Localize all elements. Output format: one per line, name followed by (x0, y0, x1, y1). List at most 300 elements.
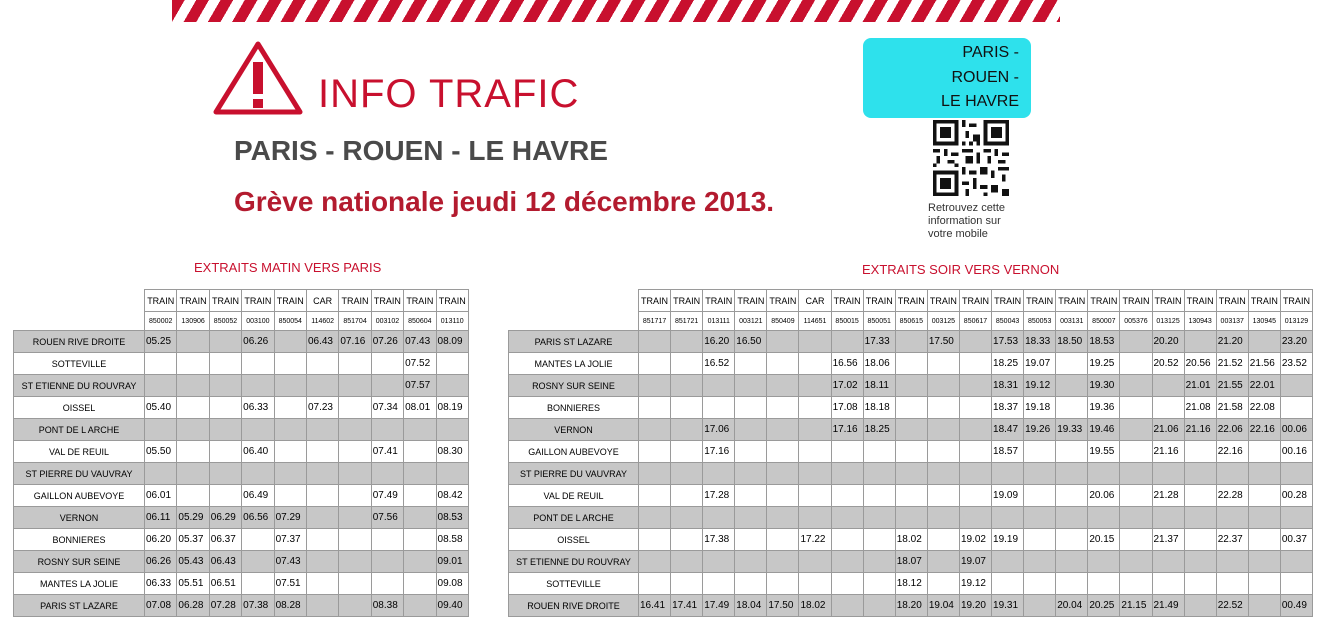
departure-time (767, 573, 799, 595)
column-type-header: TRAIN (145, 290, 177, 312)
departure-time (339, 463, 371, 485)
departure-time: 07.26 (371, 331, 403, 353)
departure-time (1248, 463, 1280, 485)
departure-time (639, 485, 671, 507)
departure-time (177, 485, 209, 507)
train-number-header: 114651 (799, 312, 831, 331)
departure-time (404, 595, 436, 617)
departure-time: 06.28 (177, 595, 209, 617)
station-name: GAILLON AUBEVOYE (509, 441, 639, 463)
departure-time (767, 485, 799, 507)
departure-time (799, 573, 831, 595)
train-number-header: 003102 (371, 312, 403, 331)
departure-time (1120, 441, 1152, 463)
departure-time (371, 529, 403, 551)
route-title: PARIS - ROUEN - LE HAVRE (234, 135, 608, 166)
station-name: BONNIERES (509, 397, 639, 419)
departure-time (209, 485, 241, 507)
station-name: VERNON (14, 507, 145, 529)
departure-time: 05.29 (177, 507, 209, 529)
departure-time (1184, 573, 1216, 595)
timetable-row (14, 529, 469, 551)
train-number-header: 003121 (735, 312, 767, 331)
departure-time (735, 507, 767, 529)
departure-time (639, 507, 671, 529)
train-number-header: 850409 (767, 312, 799, 331)
departure-time: 21.15 (1120, 595, 1152, 617)
departure-time: 08.58 (436, 529, 468, 551)
departure-time (1120, 353, 1152, 375)
station-name: ROSNY SUR SEINE (509, 375, 639, 397)
departure-time: 08.30 (436, 441, 468, 463)
departure-time: 18.47 (992, 419, 1024, 441)
departure-time: 21.28 (1152, 485, 1184, 507)
column-type-header: TRAIN (992, 290, 1024, 312)
departure-time (1184, 485, 1216, 507)
departure-time (242, 353, 274, 375)
departure-time (1056, 441, 1088, 463)
column-type-header: TRAIN (1088, 290, 1120, 312)
departure-time (959, 419, 991, 441)
departure-time (1120, 331, 1152, 353)
departure-time (959, 441, 991, 463)
train-number-header: 003137 (1216, 312, 1248, 331)
departure-time: 06.56 (242, 507, 274, 529)
departure-time (831, 573, 863, 595)
departure-time: 21.55 (1216, 375, 1248, 397)
departure-time: 07.08 (145, 595, 177, 617)
departure-time (209, 331, 241, 353)
departure-time (1056, 529, 1088, 551)
departure-time (371, 551, 403, 573)
departure-time (1024, 441, 1056, 463)
departure-time (371, 573, 403, 595)
striped-banner (172, 0, 1060, 22)
departure-time (767, 441, 799, 463)
departure-time: 21.58 (1216, 397, 1248, 419)
departure-time (404, 551, 436, 573)
departure-time: 06.29 (209, 507, 241, 529)
timetable-row (509, 485, 1313, 507)
departure-time (1120, 507, 1152, 529)
departure-time (339, 419, 371, 441)
train-number-header: 130943 (1184, 312, 1216, 331)
departure-time (274, 331, 306, 353)
station-name: ST ETIENNE DU ROUVRAY (14, 375, 145, 397)
departure-time (895, 331, 927, 353)
departure-time: 17.22 (799, 529, 831, 551)
departure-time: 19.20 (959, 595, 991, 617)
departure-time: 09.01 (436, 551, 468, 573)
train-number-header: 013129 (1280, 312, 1312, 331)
column-type-header: TRAIN (1280, 290, 1312, 312)
departure-time (1120, 551, 1152, 573)
column-type-header: TRAIN (371, 290, 403, 312)
departure-time (863, 551, 895, 573)
station-name: PARIS ST LAZARE (509, 331, 639, 353)
departure-time (1152, 397, 1184, 419)
departure-time (436, 375, 468, 397)
train-number-header: 003131 (1056, 312, 1088, 331)
departure-time: 06.33 (242, 397, 274, 419)
departure-time (1152, 507, 1184, 529)
departure-time (895, 463, 927, 485)
departure-time (927, 551, 959, 573)
train-number-header: 850002 (145, 312, 177, 331)
departure-time (339, 573, 371, 595)
train-number-header: 003100 (242, 312, 274, 331)
info-title: INFO TRAFIC (318, 72, 580, 116)
departure-time: 05.37 (177, 529, 209, 551)
departure-time: 18.02 (895, 529, 927, 551)
departure-time (1024, 573, 1056, 595)
departure-time (1248, 331, 1280, 353)
departure-time (639, 397, 671, 419)
train-number-header: 850051 (863, 312, 895, 331)
departure-time (671, 353, 703, 375)
departure-time (371, 353, 403, 375)
departure-time (671, 463, 703, 485)
departure-time: 06.43 (306, 331, 338, 353)
departure-time: 18.25 (992, 353, 1024, 375)
departure-time (831, 507, 863, 529)
departure-time (863, 507, 895, 529)
timetable-row (509, 441, 1313, 463)
departure-time (671, 331, 703, 353)
departure-time (799, 353, 831, 375)
timetable-row (14, 397, 469, 419)
departure-time (799, 463, 831, 485)
column-type-header: TRAIN (1152, 290, 1184, 312)
train-number-header: 013111 (703, 312, 735, 331)
departure-time: 07.34 (371, 397, 403, 419)
departure-time: 19.26 (1024, 419, 1056, 441)
departure-time: 22.06 (1216, 419, 1248, 441)
departure-time (1056, 353, 1088, 375)
departure-time: 09.08 (436, 573, 468, 595)
column-type-header: TRAIN (274, 290, 306, 312)
departure-time (639, 573, 671, 595)
morning-timetable (13, 289, 469, 617)
departure-time (1056, 485, 1088, 507)
departure-time (177, 397, 209, 419)
departure-time: 08.38 (371, 595, 403, 617)
departure-time (1024, 463, 1056, 485)
departure-time (895, 375, 927, 397)
departure-time (339, 551, 371, 573)
timetable-row (509, 331, 1313, 353)
departure-time (339, 485, 371, 507)
departure-time: 20.20 (1152, 331, 1184, 353)
column-type-header: TRAIN (404, 290, 436, 312)
departure-time (767, 331, 799, 353)
qr-caption: Retrouvez cette information sur votre mobile (928, 202, 1006, 240)
qr-code-icon[interactable] (930, 120, 1012, 196)
departure-time: 18.11 (863, 375, 895, 397)
station-name: ST PIERRE DU VAUVRAY (509, 463, 639, 485)
departure-time: 06.40 (242, 441, 274, 463)
departure-time (145, 463, 177, 485)
departure-time: 19.02 (959, 529, 991, 551)
timetable-row (14, 507, 469, 529)
train-number-header: 130945 (1248, 312, 1280, 331)
departure-time: 23.20 (1280, 331, 1312, 353)
departure-time (992, 507, 1024, 529)
train-number-header: 850007 (1088, 312, 1120, 331)
departure-time (242, 375, 274, 397)
timetable-row (14, 331, 469, 353)
departure-time (1056, 507, 1088, 529)
departure-time: 21.37 (1152, 529, 1184, 551)
departure-time (1248, 595, 1280, 617)
departure-time (1216, 507, 1248, 529)
departure-time (671, 375, 703, 397)
departure-time: 17.41 (671, 595, 703, 617)
column-type-header: TRAIN (639, 290, 671, 312)
departure-time (703, 573, 735, 595)
departure-time: 19.07 (959, 551, 991, 573)
departure-time (735, 375, 767, 397)
departure-time: 06.01 (145, 485, 177, 507)
departure-time (1056, 573, 1088, 595)
departure-time: 07.23 (306, 397, 338, 419)
departure-time: 20.25 (1088, 595, 1120, 617)
departure-time (1216, 573, 1248, 595)
departure-time (1024, 529, 1056, 551)
departure-time (735, 463, 767, 485)
departure-time: 07.51 (274, 573, 306, 595)
departure-time (639, 353, 671, 375)
departure-time (1152, 551, 1184, 573)
departure-time (863, 573, 895, 595)
departure-time (1056, 551, 1088, 573)
departure-time (927, 375, 959, 397)
departure-time (895, 353, 927, 375)
train-number-header: 013110 (436, 312, 468, 331)
train-number-header: 850615 (895, 312, 927, 331)
column-type-header: TRAIN (767, 290, 799, 312)
departure-time (274, 397, 306, 419)
departure-time: 17.02 (831, 375, 863, 397)
departure-time: 19.31 (992, 595, 1024, 617)
departure-time (1152, 375, 1184, 397)
train-number-header: 850015 (831, 312, 863, 331)
departure-time (831, 529, 863, 551)
timetable-row (509, 573, 1313, 595)
departure-time: 18.04 (735, 595, 767, 617)
departure-time (404, 485, 436, 507)
departure-time (209, 397, 241, 419)
departure-time (242, 573, 274, 595)
timetable-row (509, 397, 1313, 419)
timetable-row (14, 463, 469, 485)
departure-time: 19.30 (1088, 375, 1120, 397)
departure-time (671, 441, 703, 463)
departure-time: 06.20 (145, 529, 177, 551)
departure-time (639, 463, 671, 485)
departure-time (831, 463, 863, 485)
departure-time (1280, 463, 1312, 485)
departure-time (371, 375, 403, 397)
departure-time (735, 353, 767, 375)
timetable-row (509, 463, 1313, 485)
departure-time (767, 353, 799, 375)
departure-time: 07.57 (404, 375, 436, 397)
departure-time: 22.16 (1216, 441, 1248, 463)
departure-time: 22.37 (1216, 529, 1248, 551)
route-badge-line: ROUEN - (951, 69, 1019, 86)
departure-time (1248, 485, 1280, 507)
departure-time: 17.50 (927, 331, 959, 353)
departure-time: 17.53 (992, 331, 1024, 353)
departure-time: 09.40 (436, 595, 468, 617)
departure-time (145, 375, 177, 397)
departure-time (767, 375, 799, 397)
departure-time: 00.16 (1280, 441, 1312, 463)
departure-time: 19.04 (927, 595, 959, 617)
departure-time: 18.37 (992, 397, 1024, 419)
departure-time (959, 485, 991, 507)
station-name: VAL DE REUIL (509, 485, 639, 507)
departure-time: 18.12 (895, 573, 927, 595)
departure-time: 19.12 (1024, 375, 1056, 397)
departure-time (831, 551, 863, 573)
column-type-header: TRAIN (831, 290, 863, 312)
timetable-row (509, 529, 1313, 551)
departure-time: 18.25 (863, 419, 895, 441)
departure-time: 17.28 (703, 485, 735, 507)
departure-time (671, 419, 703, 441)
departure-time: 21.16 (1152, 441, 1184, 463)
station-name: ST ETIENNE DU ROUVRAY (509, 551, 639, 573)
departure-time: 22.01 (1248, 375, 1280, 397)
departure-time (671, 529, 703, 551)
timetable-row (509, 353, 1313, 375)
departure-time (339, 529, 371, 551)
departure-time (339, 397, 371, 419)
departure-time: 16.56 (831, 353, 863, 375)
departure-time (703, 463, 735, 485)
departure-time (895, 419, 927, 441)
departure-time (1248, 551, 1280, 573)
departure-time (927, 507, 959, 529)
departure-time (404, 529, 436, 551)
departure-time: 19.36 (1088, 397, 1120, 419)
train-number-header: 005376 (1120, 312, 1152, 331)
train-number-header: 851704 (339, 312, 371, 331)
departure-time (1184, 551, 1216, 573)
departure-time (1280, 375, 1312, 397)
departure-time (1120, 485, 1152, 507)
departure-time (639, 441, 671, 463)
departure-time (703, 507, 735, 529)
departure-time (927, 397, 959, 419)
departure-time (306, 595, 338, 617)
departure-time (339, 507, 371, 529)
departure-time (671, 573, 703, 595)
departure-time (1152, 573, 1184, 595)
departure-time (992, 463, 1024, 485)
departure-time (831, 485, 863, 507)
departure-time (209, 463, 241, 485)
departure-time (242, 551, 274, 573)
departure-time: 23.52 (1280, 353, 1312, 375)
departure-time: 17.08 (831, 397, 863, 419)
train-number-header: 003125 (927, 312, 959, 331)
departure-time (959, 507, 991, 529)
departure-time (242, 529, 274, 551)
train-number-header: 851717 (639, 312, 671, 331)
departure-time (1088, 551, 1120, 573)
departure-time: 08.28 (274, 595, 306, 617)
departure-time (927, 419, 959, 441)
departure-time (863, 529, 895, 551)
departure-time (1184, 331, 1216, 353)
departure-time (1280, 551, 1312, 573)
departure-time: 08.01 (404, 397, 436, 419)
departure-time: 08.19 (436, 397, 468, 419)
departure-time (735, 419, 767, 441)
departure-time (735, 573, 767, 595)
departure-time (992, 551, 1024, 573)
departure-time: 19.55 (1088, 441, 1120, 463)
departure-time (177, 375, 209, 397)
corner-cell (509, 312, 639, 331)
departure-time (1280, 397, 1312, 419)
departure-time (339, 595, 371, 617)
departure-time (895, 397, 927, 419)
departure-time: 05.40 (145, 397, 177, 419)
departure-time (671, 551, 703, 573)
corner-cell (509, 290, 639, 312)
station-name: SOTTEVILLE (14, 353, 145, 375)
departure-time: 19.12 (959, 573, 991, 595)
column-type-header: TRAIN (1056, 290, 1088, 312)
departure-time (767, 529, 799, 551)
station-name: BONNIERES (14, 529, 145, 551)
column-type-header: TRAIN (1248, 290, 1280, 312)
departure-time (1248, 529, 1280, 551)
station-name: SOTTEVILLE (509, 573, 639, 595)
departure-time: 05.51 (177, 573, 209, 595)
departure-time (404, 463, 436, 485)
station-name: ROUEN RIVE DROITE (14, 331, 145, 353)
departure-time: 20.04 (1056, 595, 1088, 617)
timetable-row (509, 375, 1313, 397)
departure-time (1056, 397, 1088, 419)
train-number-header: 850052 (209, 312, 241, 331)
corner-cell (14, 312, 145, 331)
departure-time (639, 551, 671, 573)
departure-time (1248, 573, 1280, 595)
route-badge (863, 38, 1031, 118)
departure-time: 05.25 (145, 331, 177, 353)
departure-time: 00.28 (1280, 485, 1312, 507)
station-name: OISSEL (509, 529, 639, 551)
departure-time: 07.56 (371, 507, 403, 529)
departure-time (767, 551, 799, 573)
departure-time (799, 507, 831, 529)
column-type-header: TRAIN (959, 290, 991, 312)
station-name: PONT DE L ARCHE (509, 507, 639, 529)
departure-time (306, 573, 338, 595)
departure-time (177, 331, 209, 353)
departure-time (767, 419, 799, 441)
station-name: GAILLON AUBEVOYE (14, 485, 145, 507)
departure-time (1056, 463, 1088, 485)
departure-time (959, 353, 991, 375)
departure-time: 20.15 (1088, 529, 1120, 551)
